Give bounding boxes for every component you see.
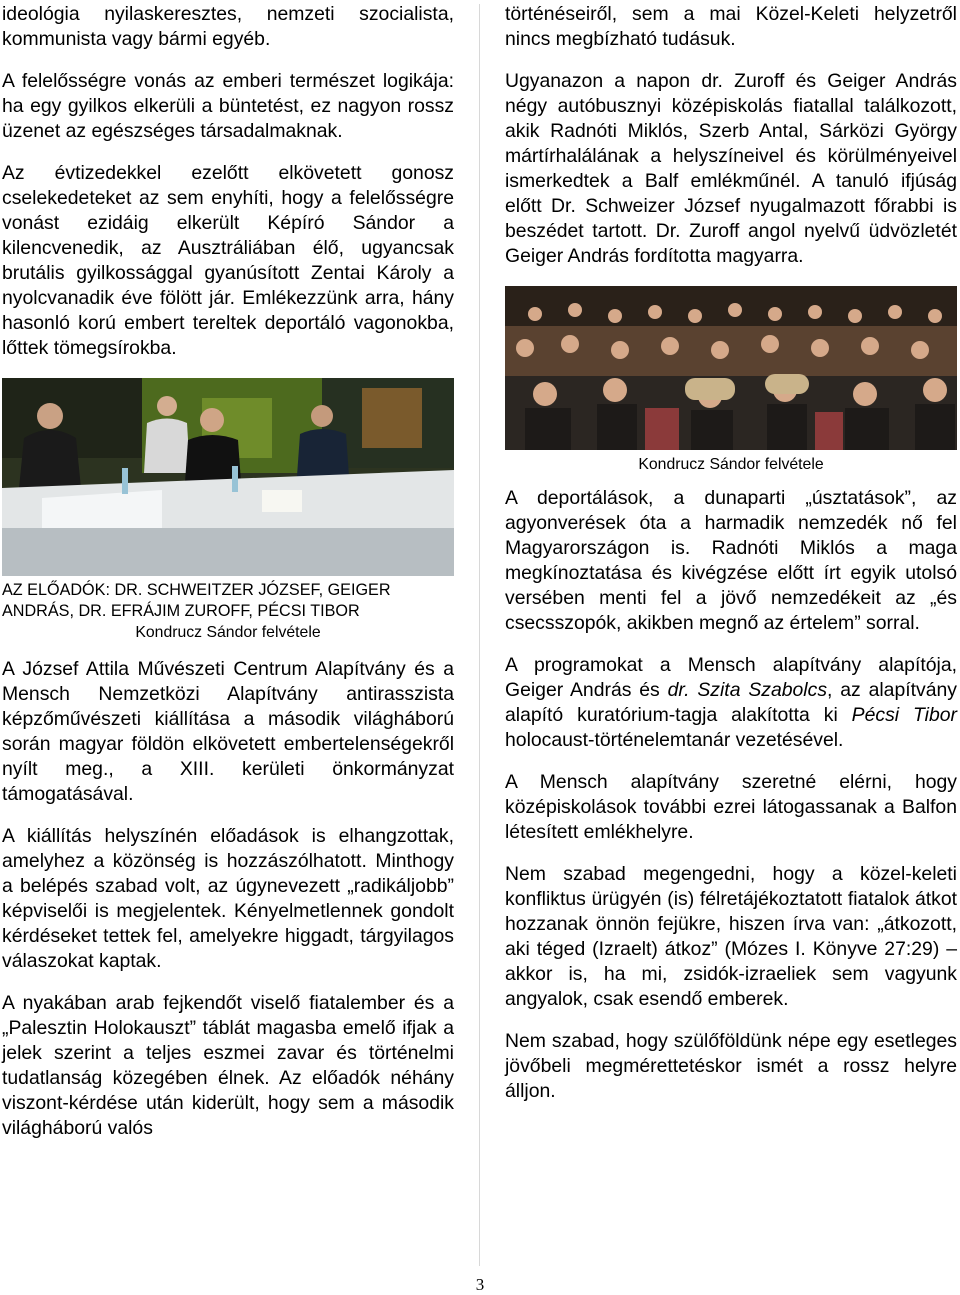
- paragraph-text: A programokat a Mensch alapítvány alapítója, Geiger András és: [505, 654, 957, 701]
- paragraph-text: holocaust-történelemtanár vezetésével.: [505, 729, 844, 751]
- paragraph: [505, 653, 957, 753]
- page-number: 3: [475, 1275, 485, 1294]
- paragraph: Ugyanazon a napon dr. Zuroff és Geiger András négy autóbusznyi középiskolás fiatallal találkozott, akik Radnóti Miklós, Szerb Antal, Sárközi György mártírhalálának a helyszíneivel és körülményeivel ismerkedtek a Balf emlékműnél. A tanuló ifjúság előtt Dr. Schweizer József nyugalmazott főrabbi is beszédet tartott. Dr. Zuroff angol nyelvű üdvözletét Geiger András fordította magyarra.: [505, 70, 957, 267]
- photo-credit: Kondrucz Sándor felvétele: [135, 624, 321, 641]
- paragraph: A József Attila Művészeti Centrum Alapítvány és a Mensch Nemzetközi Alapítvány antirasszista képzőművészeti kiállítása a második világháború során magyar földön elkövetett embertelenségekről nyílt meg., a XIII. kerületi önkormányzat támogatásával.: [2, 658, 454, 805]
- paragraph: A kiállítás helyszínén előadások is elhangzottak, amelyhez a közönség is hozzászólhatott. Minthogy a belépés szabad volt, az úgynevezett „radikáljobb” képviselői is megjelentek. Kényelmetlennek gondolt kérdéseket tettek fel, amelyekre higgadt, tárgyilagos válaszokat kaptak.: [2, 825, 454, 972]
- left-column: [2, 0, 454, 1158]
- photo-credit: Kondrucz Sándor felvétele: [638, 456, 824, 473]
- audience-photo: [505, 286, 957, 450]
- paragraph-text: , az alapítvány alapító kuratórium-tagja alakította ki: [505, 679, 957, 726]
- paragraph: történéseiről, sem a mai Közel-Keleti helyzetről nincs megbízható tudásuk.: [505, 3, 957, 50]
- paragraph: Nem szabad megengedni, hogy a közel-keleti konfliktus ürügyén (is) félretájékoztatott fiatalok átkot hozzanak önnön fejükre, hiszen írva van: „átkozott, aki téged (Izraelt) átkoz” (Mózes I. Könyve 27:29) – akkor is, ha mi, zsidók-izraeliek sem vagyunk angyalok, csak esendő emberek.: [505, 863, 957, 1010]
- paragraph: ideológia nyilaskeresztes, nemzeti szocialista, kommunista vagy bármi egyéb.: [2, 3, 454, 50]
- italic-name: Pécsi Tibor: [851, 704, 958, 726]
- paragraph: Nem szabad, hogy szülőföldünk népe egy esetleges jövőbeli megmérettetéskor ismét a rossz helyre álljon.: [505, 1030, 957, 1102]
- right-column: [505, 0, 957, 1121]
- italic-name: dr. Szita Szabolcs: [667, 679, 828, 701]
- photo-caption: AZ ELŐADÓK: DR. SCHWEITZER JÓZSEF, GEIGER ANDRÁS, DR. EFRÁJIM ZUROFF, PÉCSI TIBOR: [2, 581, 391, 620]
- paragraph: A felelősségre vonás az emberi természet logikája: ha egy gyilkos elkerüli a büntetést, ez nagyon rossz üzenet az egészséges társadalmaknak.: [2, 70, 454, 142]
- speakers-photo: [2, 378, 454, 576]
- column-divider: [479, 4, 480, 1266]
- paragraph: Az évtizedekkel ezelőtt elkövetett gonosz cselekedeteket az sem enyhíti, hogy a felelősségre vonást ezidáig elkerült Képíró Sándor a kilencvenedik, az Ausztráliában élő, ugyancsak brutális gyilkossággal gyanúsított Zentai Károly a nyolcvanadik éve fölött jár. Emlékezzünk arra, hány hasonló korú embert tereltek deportáló vagonokba, lőttek tömegsírokba.: [2, 162, 454, 359]
- paragraph: A nyakában arab fejkendőt viselő fiatalember és a „Palesztin Holokauszt” táblát magasba emelő ifjak a jelek szerint a teljes eszmei zavar és történelmi tudatlanság közegében élnek. Az előadók néhány viszont-kérdése után kiderült, hogy sem a második világháború valós: [2, 992, 454, 1139]
- paragraph: A Mensch alapítvány szeretné elérni, hogy középiskolások további ezrei látogassanak a Balfon létesített emlékhelyre.: [505, 771, 957, 843]
- paragraph: A deportálások, a dunaparti „úsztatások”, az agyonverések óta a harmadik nemzedék nő fel Magyarországon is. Radnóti Miklós a maga megkínoztatása és kivégzése előtt írt egyik utolsó versében menti fel a jövő nemzedékeit az „és csecsszopók, akikben megnő az értelem” sorral.: [505, 487, 957, 634]
